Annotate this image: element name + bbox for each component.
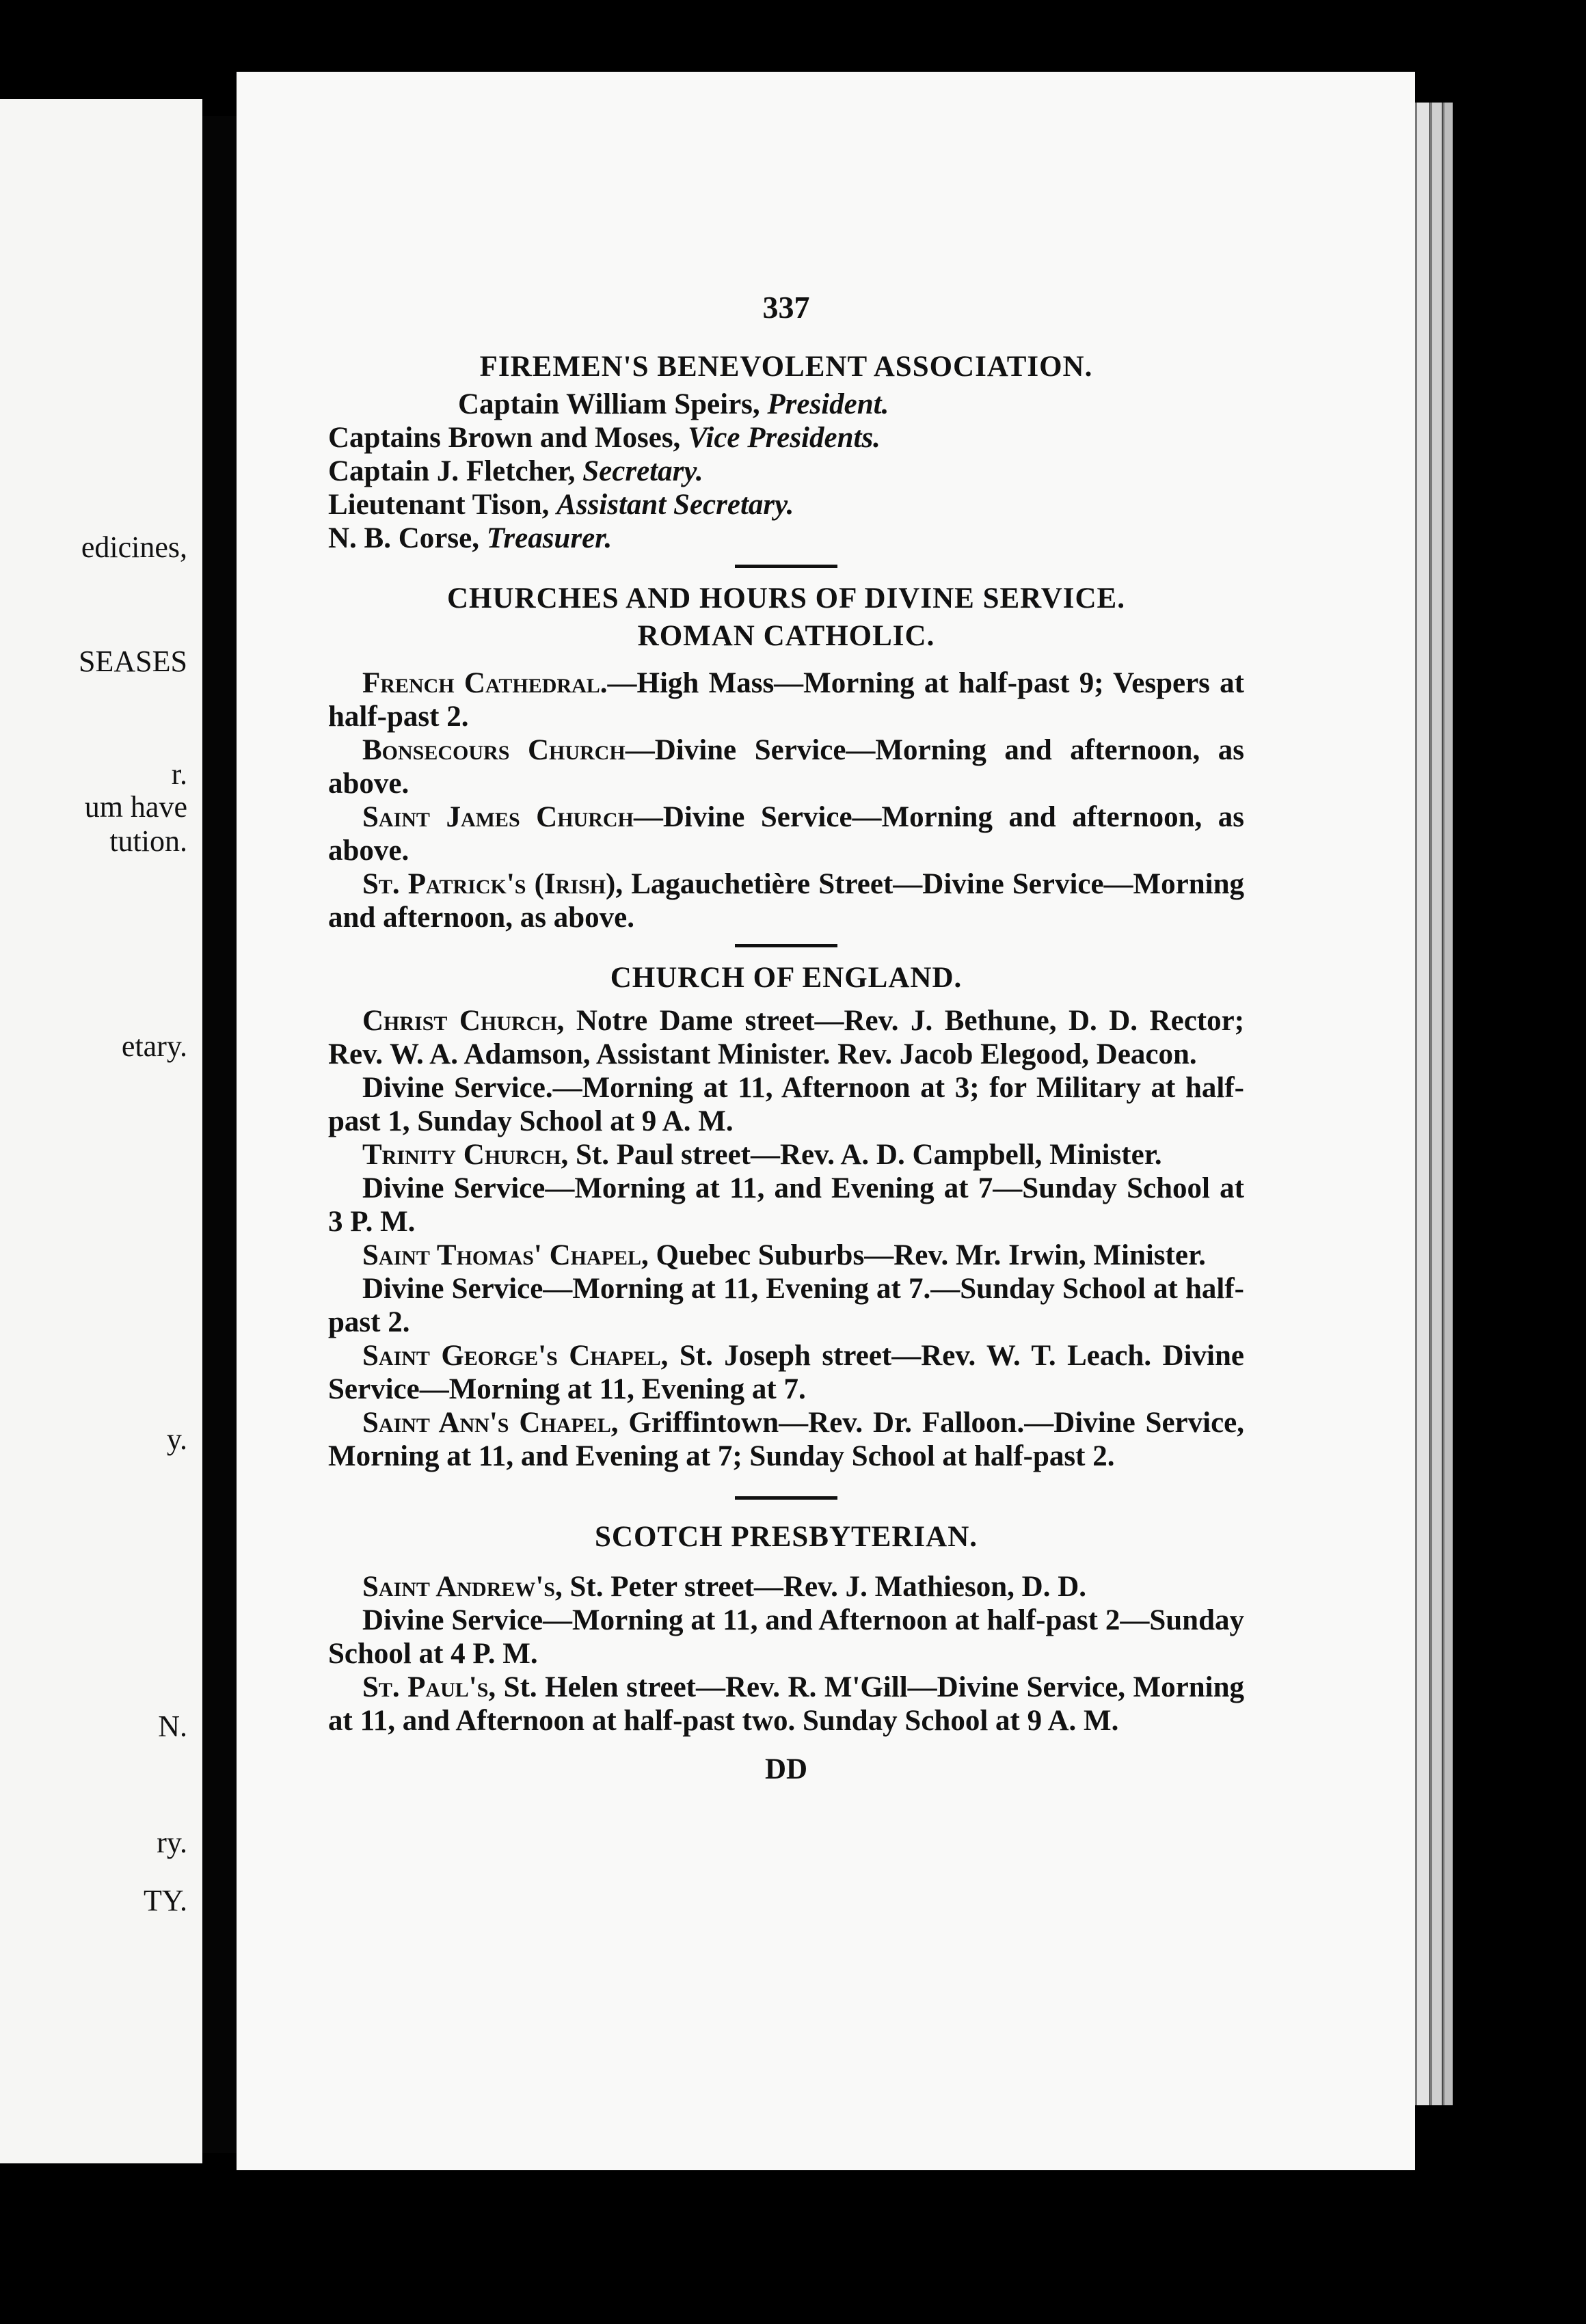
page-edge	[1442, 103, 1453, 2105]
scotch-presbyterian-title: SCOTCH PRESBYTERIAN.	[595, 1521, 978, 1553]
left-fragment: TY.	[144, 1884, 187, 1917]
service-line: Divine Service.—Morning at 11, Afternoon at 3; for Military at half-past 1, Sunday School at 9 A. M.	[328, 1072, 1244, 1137]
church-entry: Saint Thomas' Chapel, Quebec Suburbs—Rev. Mr. Irwin, Minister.	[362, 1239, 1206, 1271]
church-entry: Saint George's Chapel, St. Joseph street—Rev. W. T. Leach. Divine Service—Morning at 11, Evening at 7.	[328, 1340, 1244, 1405]
section-rule	[735, 944, 837, 947]
book-gutter	[202, 116, 237, 2153]
page-edge	[1430, 103, 1442, 2105]
section-rule	[735, 565, 837, 568]
churches-title: CHURCHES AND HOURS OF DIVINE SERVICE.	[447, 582, 1125, 614]
officer-line: Captain William Speirs, President.	[458, 388, 889, 420]
officer-line: Lieutenant Tison, Assistant Secretary.	[328, 489, 794, 521]
service-line: Divine Service—Morning at 11, and Evening at 7—Sunday School at 3 P. M.	[328, 1172, 1244, 1238]
left-fragment: edicines,	[81, 530, 187, 564]
left-fragment: etary.	[121, 1029, 187, 1063]
page-content	[328, 290, 1244, 1786]
officer-line: Captain J. Fletcher, Secretary.	[328, 455, 703, 487]
left-fragment: tution.	[109, 824, 187, 858]
page-number: 337	[762, 290, 810, 325]
church-of-england-title: CHURCH OF ENGLAND.	[610, 962, 963, 994]
church-entry: St. Patrick's (Irish), Lagauchetière Street—Divine Service—Morning and afternoon, as above.	[328, 868, 1245, 934]
officer-line: Captains Brown and Moses, Vice Presidents.	[328, 422, 881, 454]
page-edge	[1415, 103, 1429, 2105]
signature-mark: DD	[764, 1753, 808, 1785]
church-entry: Trinity Church, St. Paul street—Rev. A. D. Campbell, Minister.	[362, 1139, 1162, 1171]
left-page-fragment	[0, 99, 202, 2163]
officer-line: N. B. Corse, Treasurer.	[328, 522, 613, 554]
left-fragment: y.	[166, 1422, 187, 1456]
firemen-title: FIREMEN'S BENEVOLENT ASSOCIATION.	[479, 351, 1093, 383]
left-fragment: r.	[171, 757, 187, 791]
church-entry: St. Paul's, St. Helen street—Rev. R. M'Gill—Divine Service, Morning at 11, and Afternoon at half-past two. Sunday School at 9 A. M.	[328, 1671, 1244, 1737]
church-entry: French Cathedral.—High Mass—Morning at half-past 9; Vespers at half-past 2.	[328, 667, 1244, 733]
service-line: Divine Service—Morning at 11, Evening at 7.—Sunday School at half-past 2.	[328, 1273, 1244, 1338]
church-entry: Saint James Church—Divine Service—Morning and afternoon, as above.	[328, 801, 1244, 867]
church-entry: Bonsecours Church—Divine Service—Morning and afternoon, as above.	[328, 734, 1244, 800]
left-fragment: SEASES	[79, 645, 187, 678]
service-line: Divine Service—Morning at 11, and Afternoon at half-past 2—Sunday School at 4 P. M.	[328, 1604, 1244, 1670]
church-entry: Christ Church, Notre Dame street—Rev. J. Bethune, D. D. Rector; Rev. W. A. Adamson, Assistant Minister. Rev. Jacob Elegood, Deacon.	[328, 1005, 1245, 1070]
church-entry: Saint Andrew's, St. Peter street—Rev. J. Mathieson, D. D.	[362, 1571, 1087, 1603]
left-fragment: N.	[158, 1710, 187, 1743]
section-rule	[735, 1496, 837, 1500]
left-fragment: ry.	[157, 1826, 187, 1859]
left-fragment: um have	[84, 790, 187, 824]
church-entry: Saint Ann's Chapel, Griffintown—Rev. Dr. Falloon.—Divine Service, Morning at 11, and Evening at 7; Sunday School at half-past 2.	[328, 1407, 1244, 1472]
roman-catholic-title: ROMAN CATHOLIC.	[637, 620, 935, 652]
